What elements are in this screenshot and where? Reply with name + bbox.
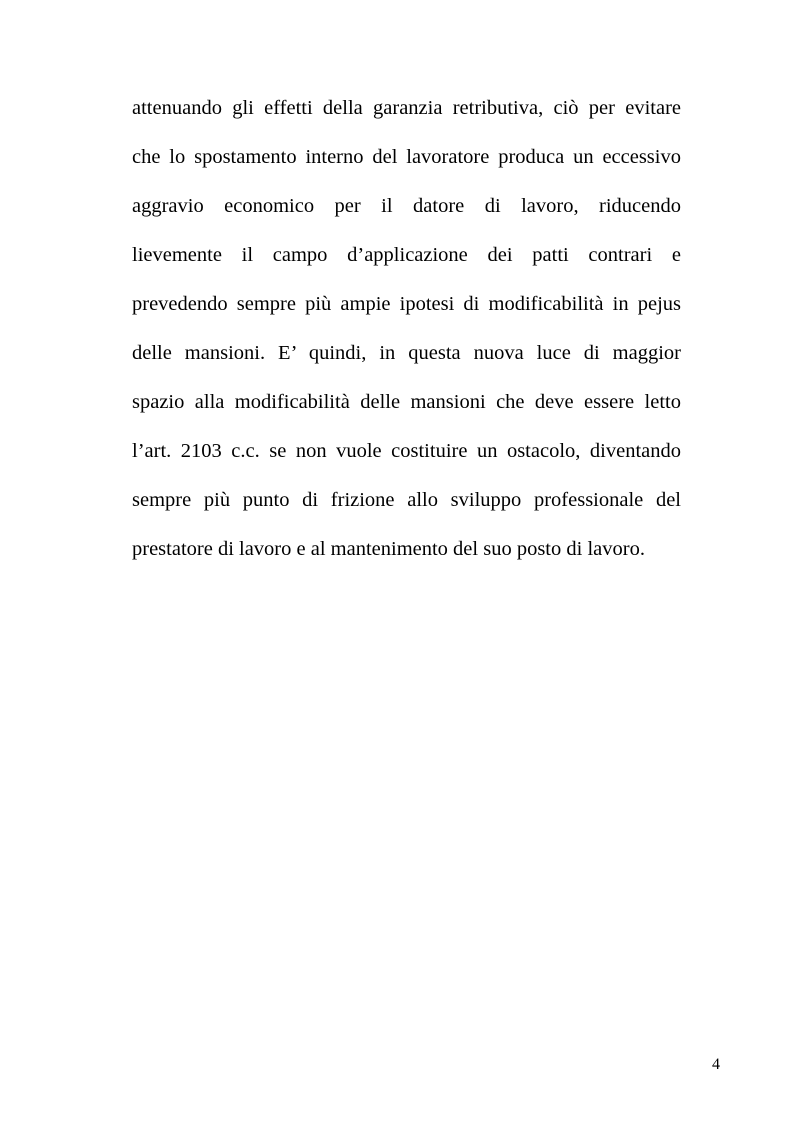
paragraph-line: prestatore di lavoro e al mantenimento del suo posto di lavoro.: [132, 538, 645, 560]
body-paragraph: [132, 88, 681, 578]
paragraph-line: sempre più punto di frizione allo sviluppo professionale del: [132, 489, 681, 511]
paragraph-line: aggravio economico per il datore di lavoro, riducendo: [132, 195, 681, 217]
paragraph-line: spazio alla modificabilità delle mansioni che deve essere letto: [132, 391, 681, 413]
paragraph-line: che lo spostamento interno del lavoratore produca un eccessivo: [132, 146, 681, 168]
page-number: 4: [712, 1056, 720, 1073]
paragraph-line: l’art. 2103 c.c. se non vuole costituire un ostacolo, diventando: [132, 440, 681, 462]
paragraph-line: delle mansioni. E’ quindi, in questa nuova luce di maggior: [132, 342, 681, 364]
paragraph-line: prevedendo sempre più ampie ipotesi di modificabilità in pejus: [132, 293, 681, 315]
paragraph-line: lievemente il campo d’applicazione dei patti contrari e: [132, 244, 681, 266]
paragraph-line: attenuando gli effetti della garanzia retributiva, ciò per evitare: [132, 97, 681, 119]
